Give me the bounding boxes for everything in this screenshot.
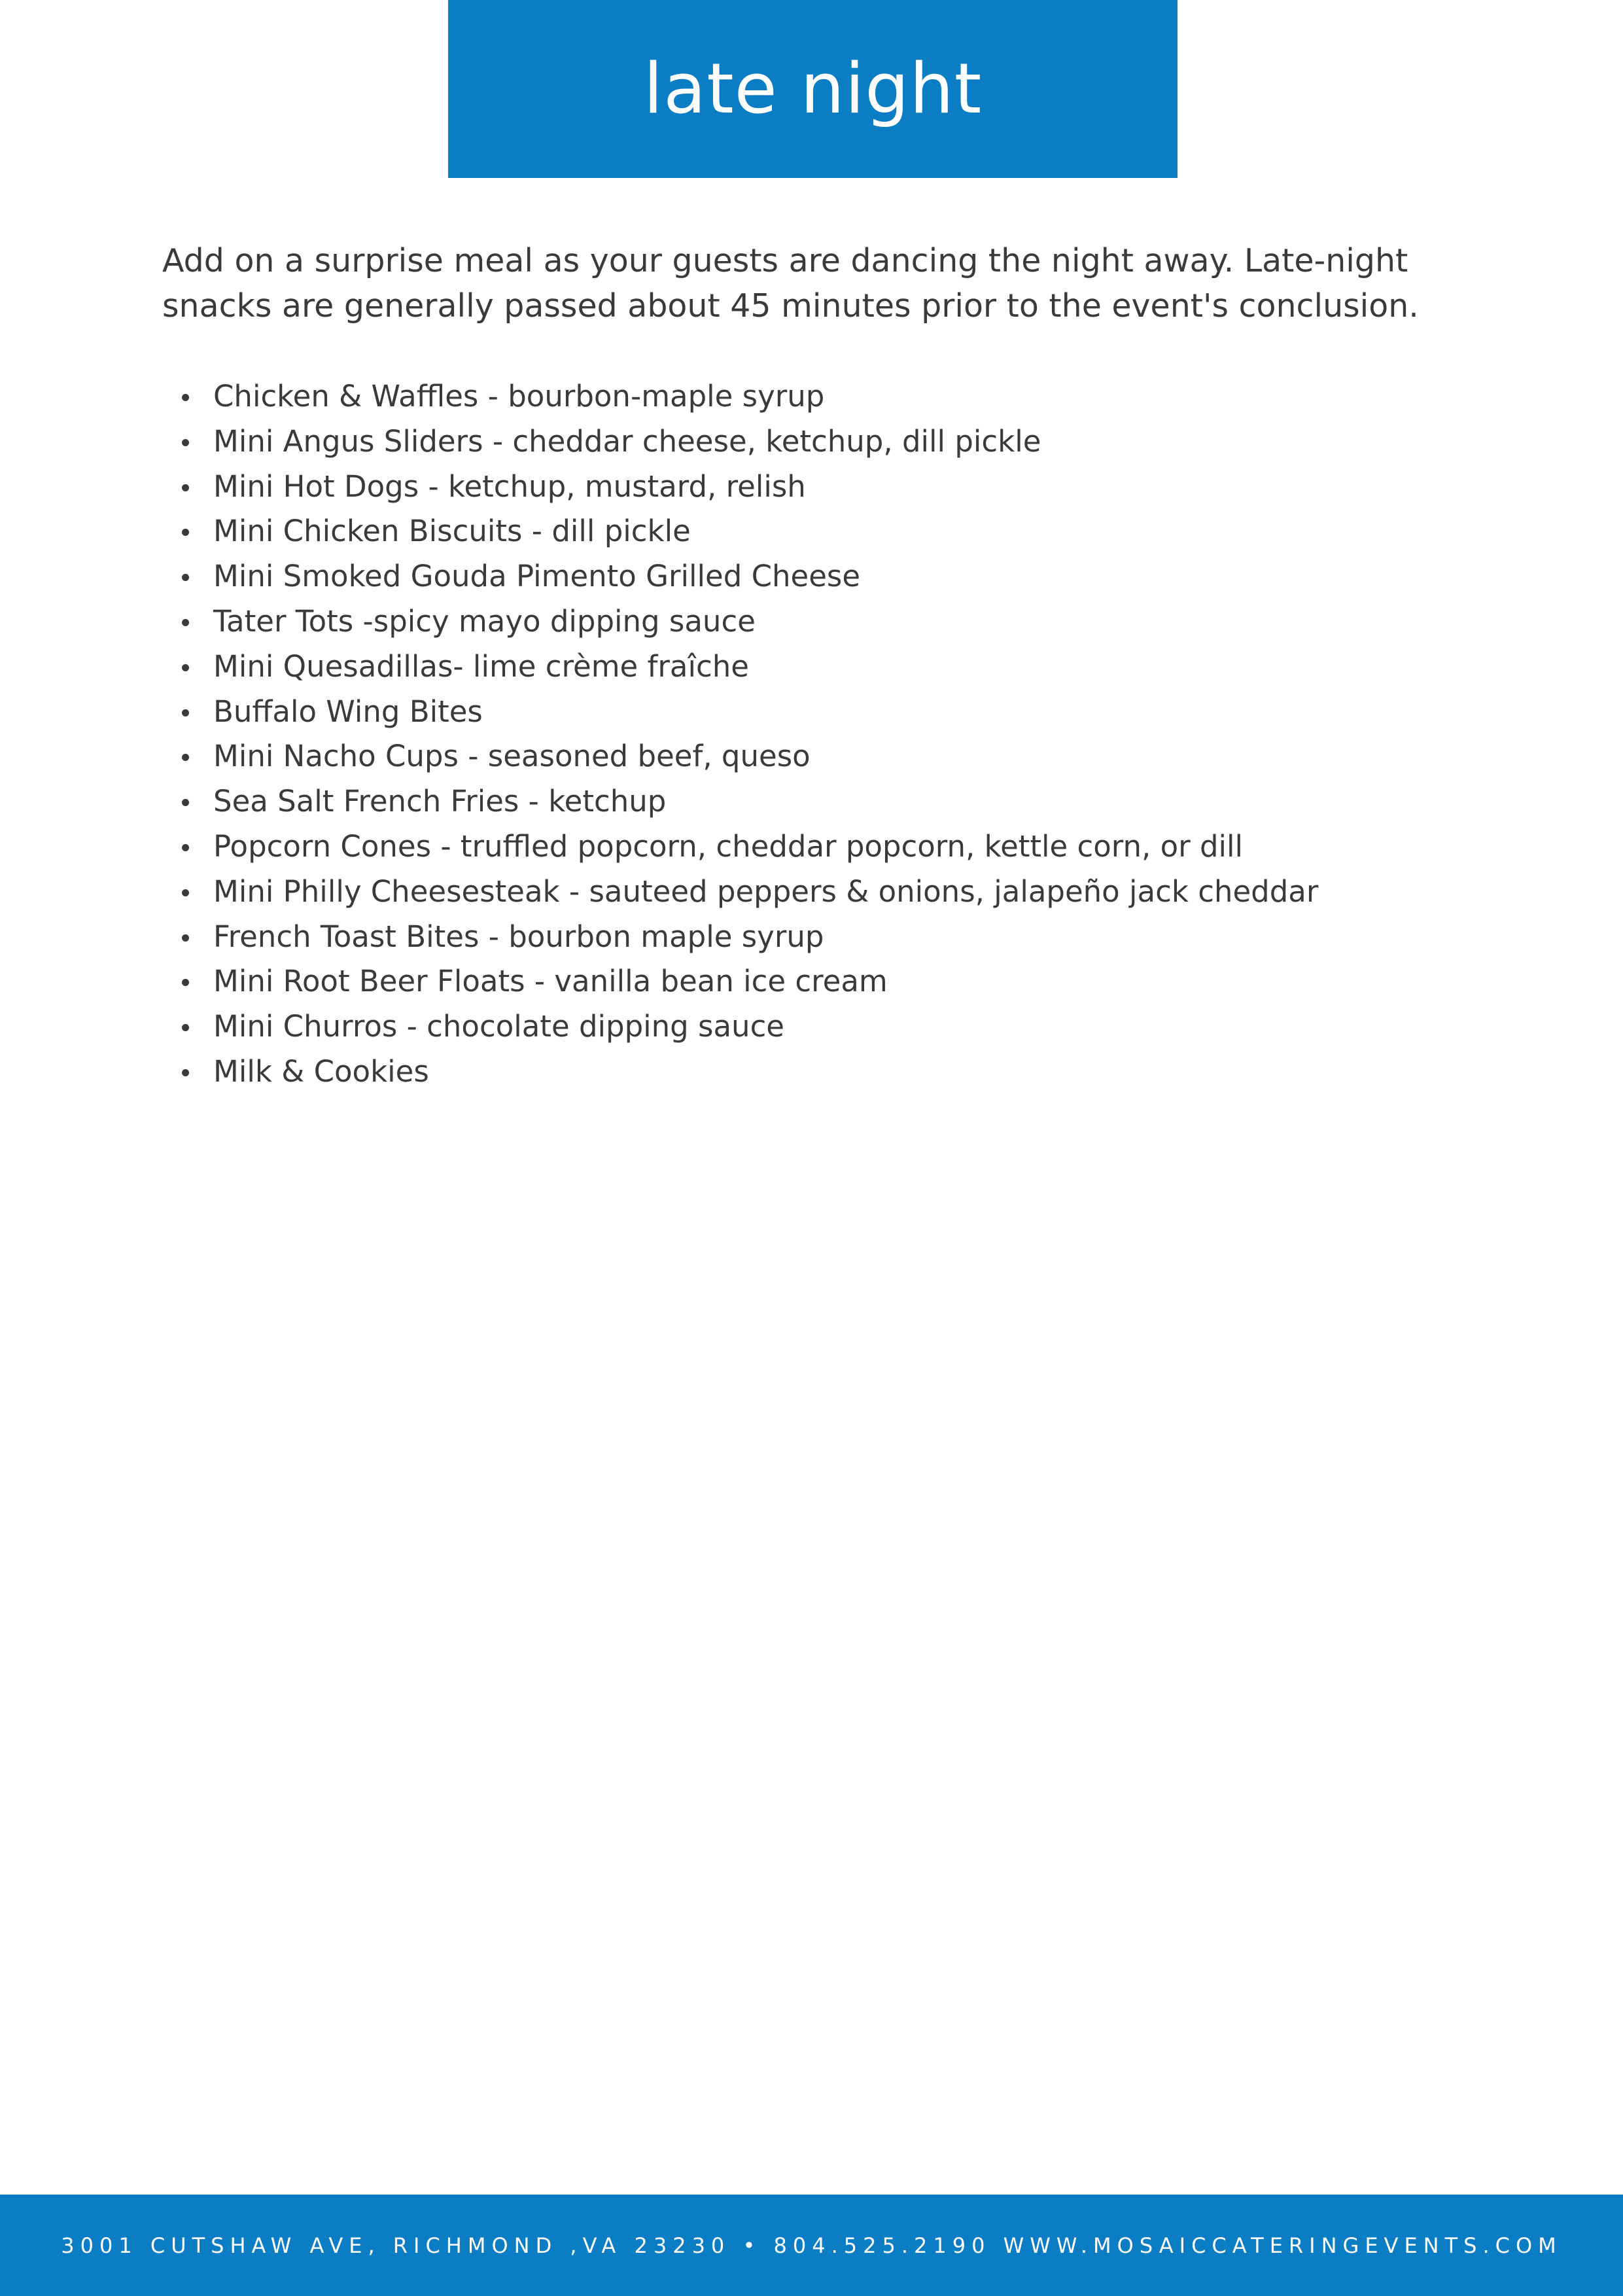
menu-item-label: Mini Nacho Cups - seasoned beef, queso bbox=[213, 739, 811, 774]
menu-item bbox=[162, 915, 1318, 960]
menu-item bbox=[162, 959, 1318, 1004]
bullet-icon bbox=[182, 619, 189, 626]
bullet-icon bbox=[182, 934, 189, 942]
menu-item-label: Tater Tots -spicy mayo dipping sauce bbox=[213, 603, 756, 639]
menu-item bbox=[162, 374, 1318, 419]
bullet-icon bbox=[182, 439, 189, 446]
bullet-icon bbox=[182, 709, 189, 716]
menu-item bbox=[162, 599, 1318, 645]
bullet-icon bbox=[182, 484, 189, 491]
bullet-icon bbox=[182, 844, 189, 851]
bullet-icon bbox=[182, 1069, 189, 1076]
menu-item bbox=[162, 870, 1318, 915]
menu-list bbox=[162, 374, 1318, 1095]
menu-item-label: Chicken & Waffles - bourbon-maple syrup bbox=[213, 379, 825, 414]
menu-item-label: Mini Root Beer Floats - vanilla bean ice cream bbox=[213, 964, 888, 999]
intro-paragraph: Add on a surprise meal as your guests are dancing the night away. Late-night snacks are generally passed about 45 minutes prior to the event's conclusion. bbox=[162, 242, 1419, 325]
menu-item bbox=[162, 1050, 1318, 1095]
bullet-icon bbox=[182, 799, 189, 806]
menu-item-label: Mini Smoked Gouda Pimento Grilled Cheese bbox=[213, 559, 861, 594]
menu-item-label: Buffalo Wing Bites bbox=[213, 694, 483, 729]
footer-contact: 3001 CUTSHAW AVE, RICHMOND ,VA 23230 • 804.525.2190 WWW.MOSAICCATERINGEVENTS.COM bbox=[61, 2233, 1562, 2258]
menu-item bbox=[162, 509, 1318, 554]
menu-item bbox=[162, 690, 1318, 735]
menu-item-label: Milk & Cookies bbox=[213, 1053, 429, 1089]
menu-item-label: Mini Philly Cheesesteak - sauteed peppers & onions, jalapeño jack cheddar bbox=[213, 874, 1319, 909]
menu-item-label: Mini Hot Dogs - ketchup, mustard, relish bbox=[213, 468, 806, 504]
menu-item bbox=[162, 419, 1318, 465]
menu-item bbox=[162, 645, 1318, 690]
menu-item bbox=[162, 824, 1318, 870]
header-band bbox=[448, 0, 1178, 178]
bullet-icon bbox=[182, 664, 189, 671]
menu-item bbox=[162, 465, 1318, 510]
bullet-icon bbox=[182, 394, 189, 401]
menu-item-label: Mini Quesadillas- lime crème fraîche bbox=[213, 648, 749, 684]
menu-item-label: Mini Chicken Biscuits - dill pickle bbox=[213, 514, 691, 549]
menu-item bbox=[162, 734, 1318, 779]
menu-item bbox=[162, 554, 1318, 599]
menu-item bbox=[162, 1004, 1318, 1050]
bullet-icon bbox=[182, 754, 189, 761]
menu-item-label: Mini Churros - chocolate dipping sauce bbox=[213, 1009, 784, 1044]
page-title: late night bbox=[643, 48, 983, 129]
bullet-icon bbox=[182, 889, 189, 896]
menu-item-label: Mini Angus Sliders - cheddar cheese, ketchup, dill pickle bbox=[213, 423, 1041, 459]
menu-item bbox=[162, 779, 1318, 824]
menu-item-label: French Toast Bites - bourbon maple syrup bbox=[213, 919, 824, 954]
bullet-icon bbox=[182, 979, 189, 986]
bullet-icon bbox=[182, 1024, 189, 1031]
bullet-icon bbox=[182, 529, 189, 536]
menu-item-label: Sea Salt French Fries - ketchup bbox=[213, 784, 667, 819]
bullet-icon bbox=[182, 574, 189, 581]
footer-band bbox=[0, 2195, 1623, 2296]
menu-item-label: Popcorn Cones - truffled popcorn, cheddar popcorn, kettle corn, or dill bbox=[213, 828, 1244, 864]
